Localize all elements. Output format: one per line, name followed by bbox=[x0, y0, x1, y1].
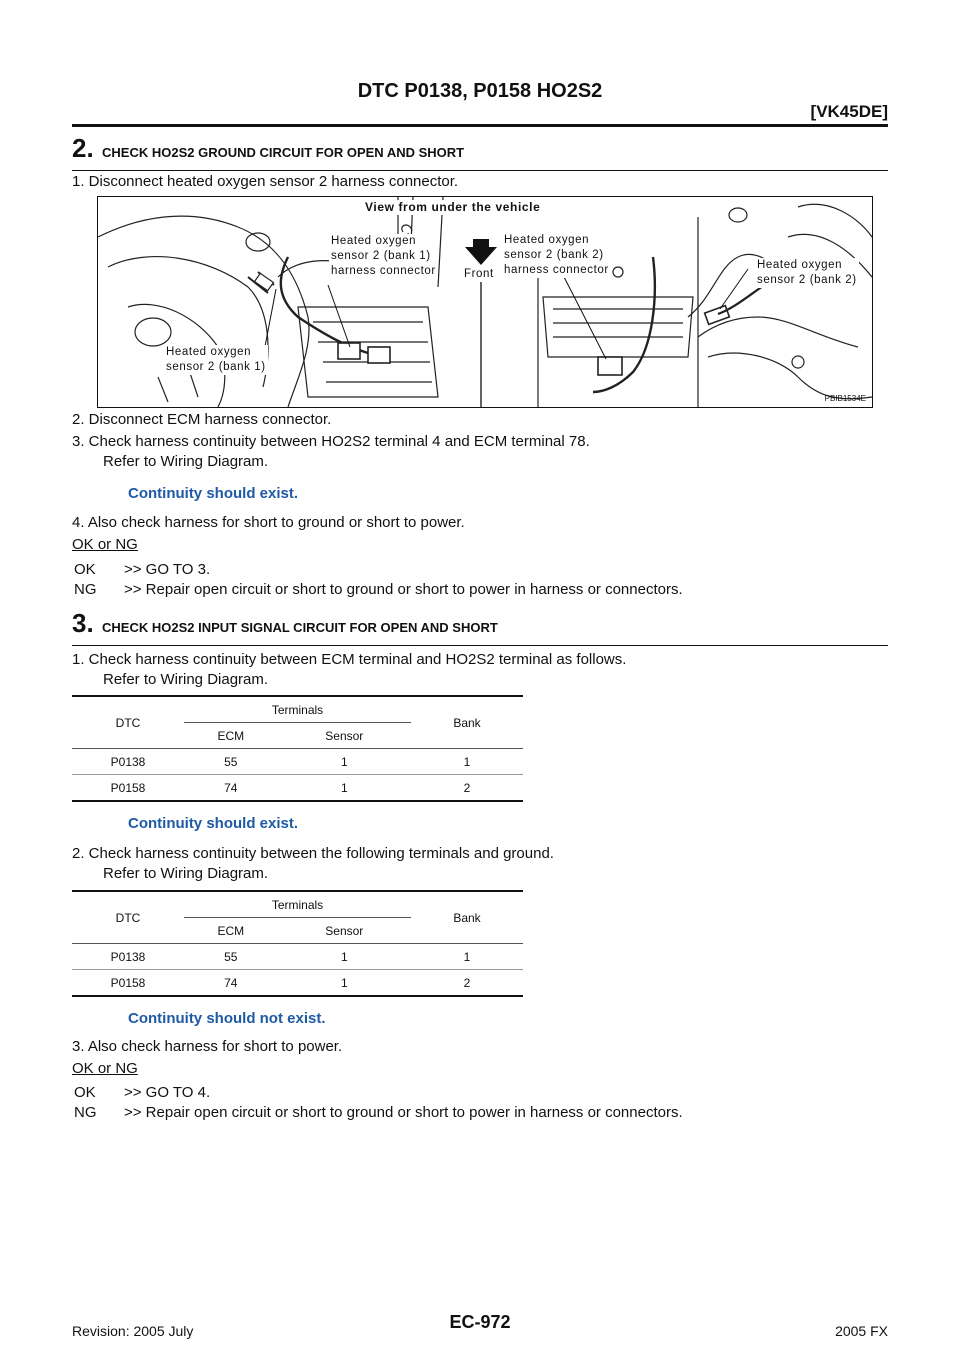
header-rule bbox=[72, 124, 888, 127]
header-sensor: Sensor bbox=[278, 723, 411, 749]
cell-bank: 2 bbox=[463, 780, 471, 795]
header-terminals: Terminals bbox=[184, 696, 411, 723]
cell-ecm: 55 bbox=[184, 749, 278, 775]
header-dtc: DTC bbox=[72, 696, 184, 749]
instruction-line: 1. Check harness continuity between ECM terminal and HO2S2 terminal as follows. bbox=[72, 651, 627, 668]
ok-result: >> GO TO 3. bbox=[124, 561, 211, 578]
ng-result: >> Repair open circuit or short to ground or short to power in harness or connectors. bbox=[124, 581, 683, 598]
ng-label: NG bbox=[74, 1104, 97, 1121]
header-bank: Bank bbox=[411, 891, 523, 944]
instruction-line: 4. Also check harness for short to ground or short to power. bbox=[72, 514, 465, 531]
terminals-table-1 bbox=[72, 695, 523, 802]
header-terminals: Terminals bbox=[184, 891, 411, 918]
label-bank1-connector: Heated oxygen sensor 2 (bank 1) harness connector bbox=[331, 235, 436, 277]
sensor-location-figure bbox=[97, 196, 873, 408]
cell-bank: 1 bbox=[411, 749, 523, 775]
footer-model: 2005 FX bbox=[835, 1323, 888, 1339]
step-number: 2. bbox=[72, 133, 94, 163]
cell-dtc: P0158 bbox=[110, 975, 146, 990]
label-bank2-connector: Heated oxygen sensor 2 (bank 2) harness connector bbox=[504, 234, 609, 276]
instruction-line: Refer to Wiring Diagram. bbox=[103, 671, 269, 688]
ok-label: OK bbox=[74, 561, 96, 578]
table-row bbox=[72, 944, 523, 970]
step-2-heading bbox=[72, 133, 888, 171]
spec-text: Continuity should exist. bbox=[128, 815, 299, 832]
cell-ecm: 74 bbox=[224, 780, 238, 795]
step-title: CHECK HO2S2 GROUND CIRCUIT FOR OPEN AND SHORT bbox=[102, 145, 465, 160]
instruction-line: 2. Disconnect ECM harness connector. bbox=[72, 411, 332, 428]
footer-page-number: EC-972 bbox=[449, 1312, 511, 1332]
ok-ng-label: OK or NG bbox=[72, 1060, 138, 1077]
spec-text: Continuity should not exist. bbox=[128, 1010, 326, 1027]
instruction-line: 1. Disconnect heated oxygen sensor 2 harness connector. bbox=[72, 173, 459, 190]
ng-result: >> Repair open circuit or short to ground or short to power in harness or connectors. bbox=[124, 1104, 683, 1121]
terminals-table-2 bbox=[72, 890, 523, 997]
cell-sensor: 1 bbox=[278, 944, 411, 970]
figure-code: PBIB1534E bbox=[824, 394, 866, 403]
header-dtc: DTC bbox=[72, 891, 184, 944]
cell-sensor: 1 bbox=[340, 780, 348, 795]
cell-dtc: P0138 bbox=[72, 749, 184, 775]
instruction-line: Refer to Wiring Diagram. bbox=[103, 453, 269, 470]
step-3-heading bbox=[72, 608, 888, 646]
table-row bbox=[72, 749, 523, 775]
instruction-line: 2. Check harness continuity between the following terminals and ground. bbox=[72, 845, 554, 862]
ok-ng-label: OK or NG bbox=[72, 536, 138, 553]
cell-ecm: 74 bbox=[224, 975, 238, 990]
table-row bbox=[72, 970, 523, 997]
ok-label: OK bbox=[74, 1084, 96, 1101]
label-bank1-sensor: Heated oxygen sensor 2 (bank 1) bbox=[166, 346, 266, 373]
label-front: Front bbox=[464, 268, 494, 280]
spec-text: Continuity should exist. bbox=[128, 485, 299, 502]
instruction-line: Refer to Wiring Diagram. bbox=[103, 865, 269, 882]
header-bank: Bank bbox=[411, 696, 523, 749]
step-title: CHECK HO2S2 INPUT SIGNAL CIRCUIT FOR OPEN AND SHORT bbox=[102, 620, 498, 635]
engine-underside-illustration bbox=[98, 197, 872, 407]
cell-bank: 2 bbox=[463, 975, 471, 990]
instruction-line: 3. Check harness continuity between HO2S2 terminal 4 and ECM terminal 78. bbox=[72, 433, 590, 450]
cell-dtc: P0158 bbox=[110, 780, 146, 795]
header-ecm: ECM bbox=[184, 723, 278, 749]
cell-bank: 1 bbox=[411, 944, 523, 970]
header-ecm: ECM bbox=[184, 918, 278, 944]
cell-sensor: 1 bbox=[278, 749, 411, 775]
table-row bbox=[72, 775, 523, 802]
ok-result: >> GO TO 4. bbox=[124, 1084, 211, 1101]
step-number: 3. bbox=[72, 608, 94, 638]
label-bank2-sensor: Heated oxygen sensor 2 (bank 2) bbox=[757, 259, 857, 286]
footer-revision: Revision: 2005 July bbox=[72, 1323, 194, 1339]
figure-caption: View from under the vehicle bbox=[365, 200, 541, 214]
cell-dtc: P0138 bbox=[72, 944, 184, 970]
instruction-line: 3. Also check harness for short to power. bbox=[72, 1038, 343, 1055]
cell-sensor: 1 bbox=[340, 975, 348, 990]
page-title: DTC P0138, P0158 HO2S2 bbox=[357, 80, 603, 102]
header-sensor: Sensor bbox=[278, 918, 411, 944]
ng-label: NG bbox=[74, 581, 97, 598]
cell-ecm: 55 bbox=[184, 944, 278, 970]
engine-model-tag: [VK45DE] bbox=[810, 102, 888, 121]
